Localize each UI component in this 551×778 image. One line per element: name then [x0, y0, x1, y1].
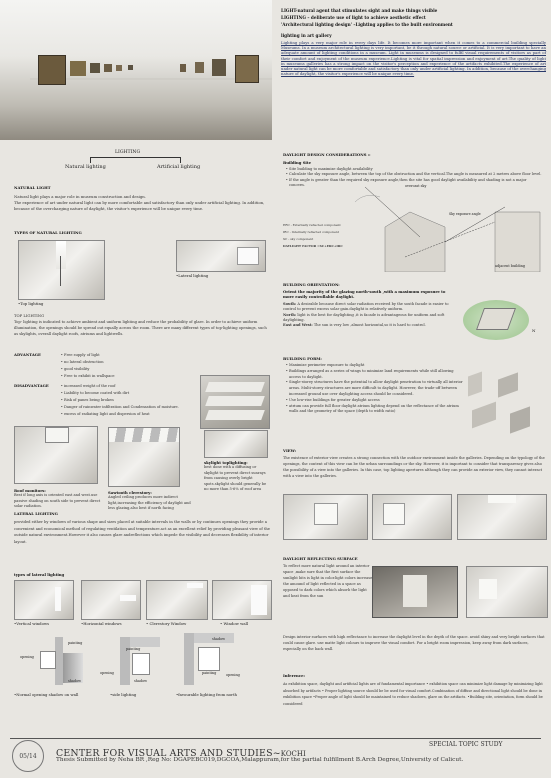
header-line: LIGHTING – deliberate use of light to achieve aesthetic effect — [281, 15, 426, 20]
footer-title-main: CENTER FOR VISUAL ARTS AND STUDIES~ — [56, 748, 281, 759]
dis-item: • Liability to become coated with dirt — [64, 390, 254, 397]
dis-item: • excess of radiating light and dispersion of heat — [64, 411, 254, 418]
adv-item: • good visibility — [64, 366, 115, 373]
dis-item: • Danger of rainwater infiltration and Condensation of moisture. — [64, 404, 254, 411]
skylight-text — [204, 460, 270, 493]
lat-text: provided either by windows of various shape and sizes placed at suitable intervals in the walls or by continues openings they provide a convenient and economical method of regulating ventilation and temperature.act as an excellent relief by providing pleasant view of the outside natural environment.However it also causes glare andreflections which impede the visibility and decreases flexibility of interior layout. — [14, 520, 270, 544]
dis-item: • increased weight of the roof — [64, 383, 254, 390]
roof-monitor-img — [14, 426, 98, 484]
form-item: • Buildings arranged as a series of wings to minimize land requirements while still allowing access to daylight. — [289, 369, 463, 381]
reflect-photo-2 — [466, 566, 548, 618]
lateral-lighting-section — [14, 511, 270, 545]
footer-title-small: KOCHI — [280, 750, 306, 758]
shadow-label: shadow — [212, 637, 226, 641]
adv-list — [58, 352, 115, 380]
dl-title: DAYLIGHT DESIGN CONSIDERATIONS :: — [283, 152, 371, 157]
lateral-lighting-img — [176, 240, 266, 272]
lat-types-title: types of lateral lighting — [14, 572, 65, 577]
sawtooth-img — [108, 427, 180, 487]
form-title: BUILDING FORM: — [283, 356, 322, 361]
form-list — [283, 363, 463, 415]
view-section — [283, 448, 545, 479]
daylight-components — [283, 222, 353, 250]
diagram-caption: •Normal opening shadow on wall — [14, 692, 79, 697]
painting-label: painting — [202, 671, 217, 675]
window-wall-img — [212, 580, 272, 620]
sky-title: skylight toplighting: — [204, 460, 248, 465]
skylight-img — [204, 430, 268, 458]
site-item: • If the angle is greater than the required sky exposure angle,then the site has good daylight availability and shading is not a major concern. — [289, 178, 543, 189]
clerestory-window-img — [146, 580, 208, 620]
roof-text: Best if long axis is oriented east and west.use passive shading on south side to prevent direct solar radiation. — [14, 493, 101, 509]
site-item: • Calculate the sky exposure angle, between the top of the obstruction and the vertical.The angle is measured at 2 metres above floor level. — [289, 172, 543, 177]
site-item: • Site building to maximize daylight availability — [289, 167, 543, 172]
roof-title: Roof monitors: — [14, 488, 46, 493]
header-line: LIGHT-natural agent that stimulates sight and make things visible — [281, 8, 438, 13]
north-label: North: — [283, 312, 297, 317]
adjacent-label: adjacent building — [495, 264, 525, 268]
sky-text: best done with a diffusing or skylight to prevent direct sunrays from causing overly bright spots.skylight should generally be no more than 5-6% of roof area — [204, 465, 267, 492]
tree-artificial: Artificial lighting — [157, 164, 201, 170]
lat-type-caption: •Horizontal windows — [81, 621, 122, 626]
painting-label: painting — [68, 641, 83, 645]
saw-text: Angled ceiling produces more indirect light,increasing the efficiency of daylight and less glazing,also best if north facing — [108, 495, 191, 511]
top-text: Top- lighting is indicated to achieve ambient and uniform lighting and reduce the probability of glare. In order to achieve uniform illumination, the openings should be spread out equally across the room. There are many different types of top-lighting openings, such as skylights, overall daylight roofs, atriums and lightwells. — [14, 320, 267, 336]
footer-rule — [10, 738, 541, 739]
overcast-label: overcast sky — [405, 184, 427, 188]
form-item: • Use low-rise buildings for greater daylight access — [289, 398, 463, 404]
form-section — [283, 356, 463, 415]
opening-label: opening — [226, 673, 240, 677]
refl-text: To reflect more natural light around an interior space ,make sure that the first surface the sunlight hits is light in color.light colors increase the amound of light reflected in a space as opposed to dark colors which absorb the light and heat from the sun — [283, 564, 373, 599]
gallery-photo — [0, 0, 272, 140]
view-photo-1 — [283, 494, 368, 540]
shadow-diagram-3 — [176, 633, 256, 689]
view-photo-2 — [372, 494, 452, 540]
sky-exposure-figure — [345, 182, 545, 272]
south-label: South: — [283, 301, 297, 306]
tree-natural: Natural lighting — [65, 164, 106, 170]
opening-label: opening — [20, 655, 34, 659]
lat-type-caption: • Window wall — [220, 621, 249, 626]
form-shapes — [462, 370, 544, 440]
view-text: The existence of exterior view creates a strong connection with the outdoor environment inside the galleries. Depending on the typology of the openings, the content of this view can be the urban surroundings or the sky. However, it is important to consider that transparency gives also the possibility of a view into the galleries. In this case, top lighting apertures although they can provide an exterior view, they cannot interact with a view into the galleries. — [283, 456, 545, 478]
dis-item: • Risk of panes being broken — [64, 397, 254, 404]
page-badge — [12, 740, 44, 772]
natural-text: Natural light plays a major role in museum construction and design. The experience of art under natural light can by more comfortable and satisfactory than only under artificial lighting. In addition, because of the overcharging nature of daylight, the visitor's experience will be unique every time. — [14, 194, 265, 212]
shadow-label: shadow — [134, 679, 148, 683]
view-title: VIEW: — [283, 448, 297, 453]
reflect-section — [283, 556, 373, 600]
page-number: 05/14 — [19, 752, 37, 760]
saw-title: Sawtooth clerestory: — [108, 490, 152, 495]
form-item: • Single-storey structures have the potential to allow daylight penetration to virtually all interior areas. Multi-storey structures are more difficult to daylight. However, the trade-off between increased ground use over daylighting access should be considered. — [289, 380, 463, 397]
dis-label: DISADVANTAGE — [14, 383, 49, 388]
component: ERC - Externally reflected component — [283, 223, 341, 227]
orient-title: BUILDING ORIENTATION: — [283, 282, 340, 287]
tree-root: LIGHTING — [115, 150, 141, 155]
ew-label: East and West: — [283, 323, 313, 328]
types-title: TYPES OF NATURAL LIGHTING — [14, 230, 82, 235]
lat-title: LATERAL LIGHTING — [14, 511, 58, 516]
lateral-lighting-caption: •Lateral lighting — [176, 273, 209, 278]
adv-item: • Free to exhibit in wallspace — [64, 373, 115, 380]
component: SC - sky component — [283, 237, 314, 241]
component: DAYLIGHT FACTOR =SC+ERC+IRC — [283, 244, 343, 248]
top-lighting-img — [18, 240, 105, 300]
shadow-diagram-2 — [100, 633, 170, 689]
orientation-diagram — [458, 290, 546, 348]
refl-title: DAYLIGHT REFLECTING SURFACE — [283, 556, 358, 561]
sawtooth-text — [108, 490, 198, 512]
lat-type-caption: •Vertical windows — [14, 621, 50, 626]
diagram-caption: •side lighting — [110, 692, 137, 697]
vertical-window-img — [14, 580, 74, 620]
view-photo-3 — [457, 494, 547, 540]
inference-section — [283, 673, 545, 707]
header-lines — [281, 8, 546, 76]
top-lighting-caption: •Top lighting — [18, 301, 44, 306]
reflect-text-2: Design interior surfaces with high reflectance to increase the daylight level in the depth of the space. avoid shiny and very bright surfaces that could cause glare. use matte light colours to improve the visual comfort. For a bright room impression, keep away from dark surfaces, especially on the back wall. — [283, 635, 545, 652]
site-title: Building Site — [283, 160, 312, 165]
shadow-label: shadow — [68, 679, 82, 683]
shadow-diagram-1 — [20, 633, 90, 689]
reflect-photo-1 — [372, 566, 458, 618]
footer-topic: SPECIAL TOPIC STUDY — [429, 741, 503, 748]
top-lighting-section — [14, 314, 270, 338]
ew-text: The sun is very low ,almost horizontal,so it is hard to control. — [313, 323, 426, 328]
natural-title: NATURAL LIGHT — [14, 185, 51, 190]
opening-label: opening — [100, 671, 114, 675]
horizontal-window-img — [81, 580, 141, 620]
natural-light-section — [14, 185, 270, 213]
skylight-stack-img — [200, 375, 270, 429]
lat-type-caption: • Clerestory Window — [146, 621, 187, 626]
orient-text: Orient the majority of the glazing north-south ,with a maximum exposure to more easily controllable daylight. — [283, 289, 446, 300]
inf-title: Inference: — [283, 673, 305, 678]
diagram-caption: •favourable lighting from north — [176, 692, 237, 697]
sky-exposure-diagram — [345, 182, 545, 272]
orientation-section — [283, 282, 453, 329]
header-line: 'Architectural lighting design' –Lighting applies to the built environment — [281, 22, 453, 27]
skyexp-label: Sky exposure angle — [449, 212, 481, 216]
form-item: • Maximize perimeter exposure to daylight — [289, 363, 463, 369]
lighting-tree — [60, 150, 240, 178]
gallery-text: Lighting plays a very major role in every days life. It becomes more important when it comes to a commercial building specially Museums. In a museum architectural lighting is very important, be it through natural source or artificial. It is very important to have an adequate amount of lighting conditions in a museum. Light in museums is designed to fulfil visual requirements of visitors as part of their comfort and enjoyment of the museum experience.Lighting is vital for spatial impression and enjoyment of art.The quality of light in museums galleries has a strong impact on the visitor's perception and experience of the artifacts exhibited.The experience of art under natural light can be more comfortable and satisfactory than only under artificial lighting. In addition, because of the overchanging nature of daylight, the visitor's experience will be unique every time. — [281, 40, 546, 77]
form-item: • atrium can provide full floor daylight atrium lighting depend on the reflectance of the atrium walls and the geometry of the space (depth to width ratio) — [289, 404, 463, 416]
north-marker: N — [532, 328, 536, 333]
adv-item: • no lateral obstruction — [64, 359, 115, 366]
painting-label: painting — [126, 647, 141, 651]
adv-label: ADVANTAGE — [14, 352, 41, 357]
roof-monitor-text — [14, 488, 102, 510]
inf-text: As exhibition space, daylight and artificial lights are of fundamental importance • exhibition space can minimize light damage by minimizing light absorbed by artifacts • Proper lighting source should be be used for visual comfort.Combination of diffuse and directional light should be done in exhibition space •Proper angle of light should be maintained to reduce shadows, glare on the artifacts. •Building site, orientation, form should be considered — [283, 682, 543, 706]
component: IRC - Internally reflected component — [283, 230, 339, 234]
north-text: light is the best for daylighting ,it is facade is advantageous for uniform and soft daylighting. — [283, 312, 445, 323]
adv-item: • Free supply of light — [64, 352, 115, 359]
footer-thesis: Thesis Submitted by Neha BR ,Reg No: DGAPEBC019,DGCOA,Malappuram,for the partial fulfillment B.Arch Degree,University of Calicut. — [56, 757, 464, 763]
top-title: TOP LIGHTING — [14, 313, 45, 318]
gallery-title: lighting in art gallery — [281, 33, 332, 38]
south-text: A desirable because direct solar radiation received by the south facade is easier to control to prevent excess solar gain.daylight is relatively uniform. — [283, 301, 449, 312]
